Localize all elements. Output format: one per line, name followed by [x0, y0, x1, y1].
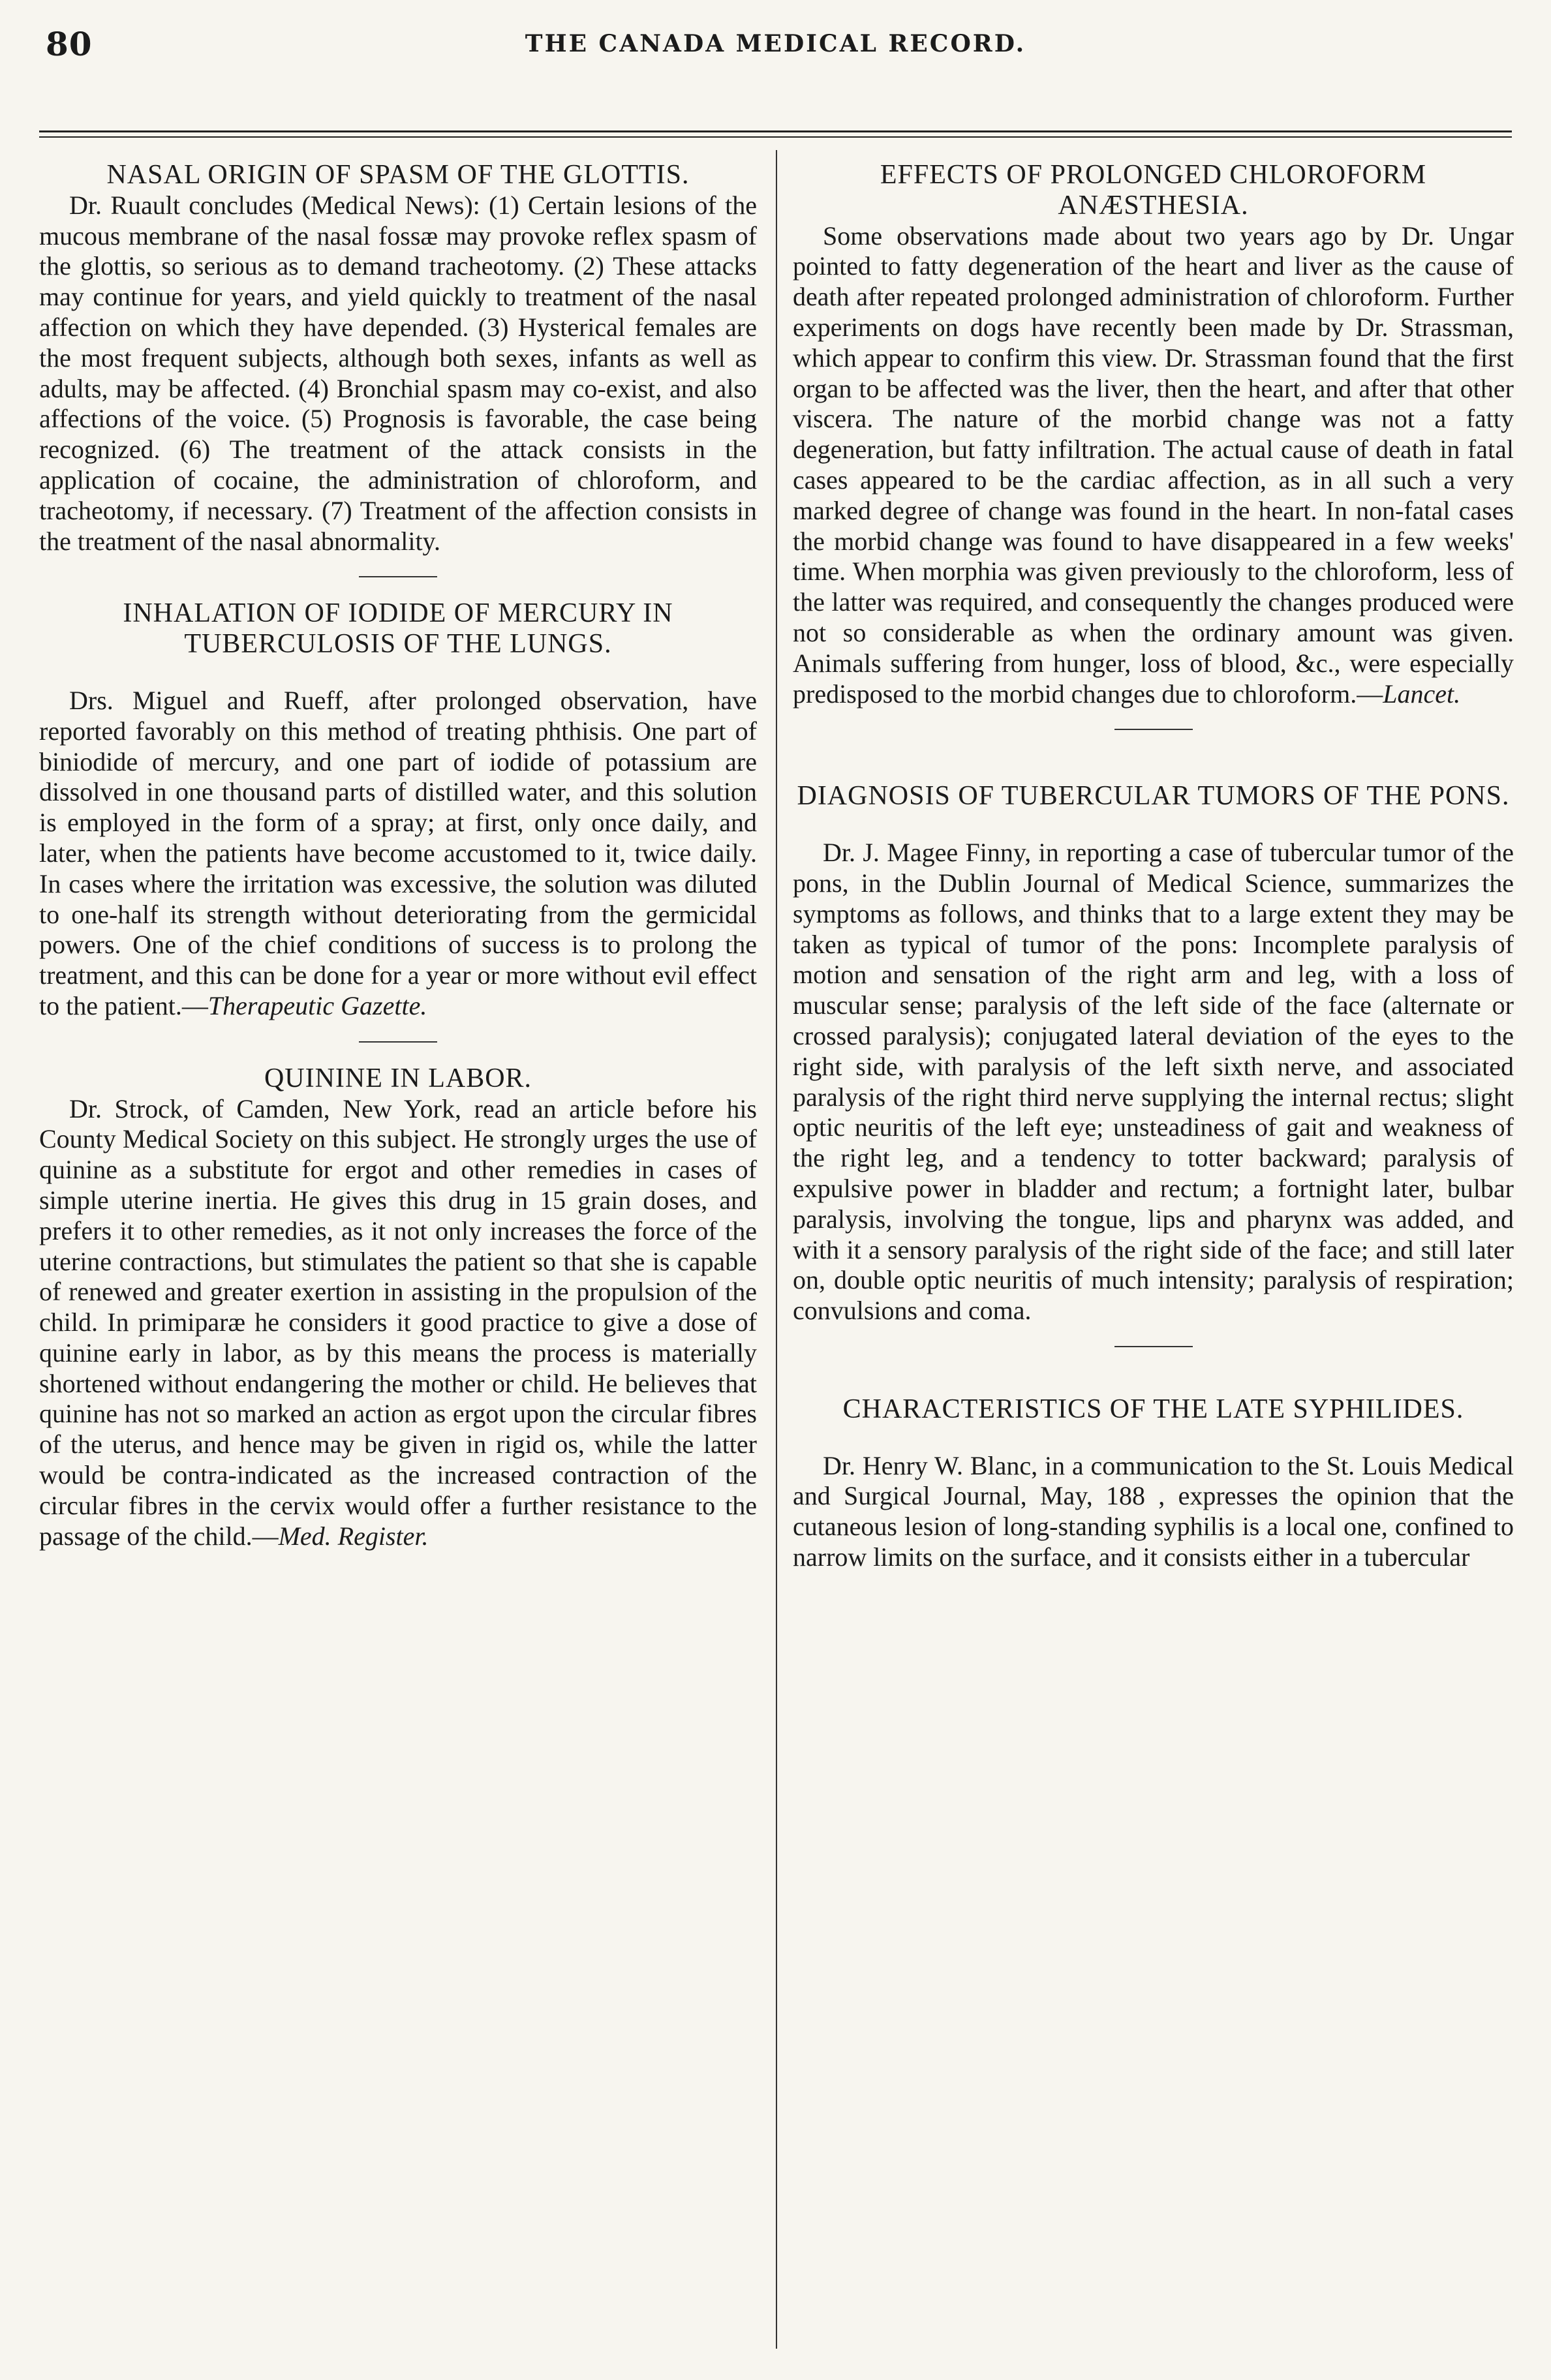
- article-body-text: Some observations made about two years ago by Dr. Ungar pointed to fatty degeneration of the heart and liver as the cause of death after repeated prolonged administration of chloroform. Further experiments on dogs have recently been made by Dr. Strassman, which appear to confirm this view. Dr. Strassman found that the first organ to be affected was the liver, then the heart, and after that other viscera. The nature of the morbid change was not a fatty degeneration, but fatty infiltration. The actual cause of death in fatal cases appeared to be the cardiac affection, as in all such a very marked degree of change was found in the heart. In non-fatal cases the morbid change was found to have disappeared in a few weeks' time. When morphia was given previously to the chloroform, less of the latter was required, and consequently the changes produced were not so considerable as when the ordinary amount was given. Animals suffering from hunger, loss of blood, &c., were especially predisposed to the morbid changes due to chloroform.—: [793, 221, 1514, 709]
- article-pons-tumor: [793, 781, 1514, 1326]
- journal-title: THE CANADA MEDICAL RECORD.: [525, 30, 1026, 57]
- article-late-syphilides: [793, 1394, 1514, 1573]
- article-separator: [359, 576, 437, 577]
- article-title: QUININE IN LABOR.: [264, 1063, 532, 1093]
- article-body: [39, 686, 757, 1022]
- article-title: NASAL ORIGIN OF SPASM OF THE GLOTTIS.: [106, 160, 690, 190]
- article-title: CHARACTERISTICS OF THE LATE SYPHILIDES.: [842, 1394, 1464, 1424]
- right-column: [793, 160, 1514, 1573]
- article-body: Dr. J. Magee Finny, in reporting a case of tubercular tumor of the pons, in the Dublin Journal of Medical Science, summarizes the symptoms as follows, and thinks that to a large extent they may be taken as typical of tumor of the pons: Incomplete paralysis of motion and sensation of the right arm and leg, with a loss of muscular sense; paralysis of the left side of the face (alternate or crossed paralysis); conjugated lateral deviation of the eyes to the right side, with paralysis of the left sixth nerve, and associated paralysis of the right third nerve supplying the internal rectus; slight optic neuritis of the left eye; unsteadiness of gait and weakness of the right leg, and a tendency to totter backward; paralysis of expulsive power in bladder and rectum; a fortnight later, bulbar paralysis, involving the tongue, lips and pharynx was added, and with it a sensory paralysis of the right side of the face; and still later on, double optic neuritis of much intensity; paralysis of respiration; convulsions and coma.: [793, 838, 1514, 1326]
- article-title: EFFECTS OF PROLONGED CHLOROFORM ANÆSTHESIA.: [880, 160, 1427, 221]
- article-separator: [1114, 1346, 1193, 1347]
- left-column: [39, 160, 757, 1551]
- article-separator: [359, 1041, 437, 1043]
- article-body: [39, 1094, 757, 1552]
- header-rule: [39, 130, 1512, 138]
- running-head: [39, 25, 1512, 97]
- article-chloroform: [793, 160, 1514, 709]
- column-divider: [776, 150, 777, 2349]
- article-iodide-mercury: [39, 598, 757, 1021]
- article-body: Dr. Ruault concludes (Medical News): (1) Certain lesions of the mucous membrane of the nasal fossæ may provoke reflex spasm of the glottis, so serious as to demand tracheotomy. (2) These attacks may continue for years, and yield quickly to treatment of the nasal affection on which they have depended. (3) Hysterical females are the most frequent subjects, although both sexes, infants as well as adults, may be affected. (4) Bronchial spasm may co-exist, and also affections of the voice. (5) Prognosis is favorable, the case being recognized. (6) The treatment of the attack consists in the application of cocaine, the administration of chloroform, and tracheotomy, if necessary. (7) Treatment of the affection consists in the treatment of the nasal abnormality.: [39, 190, 757, 556]
- article-quinine-labor: [39, 1063, 757, 1552]
- article-body: Dr. Henry W. Blanc, in a communication to the St. Louis Medical and Surgical Journal, May, 188 , expresses the opinion that the cutaneous lesion of long-standing syphilis is a local one, confined to narrow limits on the surface, and it consists either in a tubercular: [793, 1450, 1514, 1572]
- article-nasal-spasm: [39, 160, 757, 557]
- article-body-text: Dr. Strock, of Camden, New York, read an article before his County Medical Society on this subject. He strongly urges the use of quinine as a substitute for ergot and other remedies in cases of simple uterine inertia. He gives this drug in 15 grain doses, and prefers it to other remedies, as it not only increases the force of the uterine contractions, but stimulates the patient so that she is capable of renewed and greater exertion in assisting in the propulsion of the child. In primiparæ he considers it good practice to give a dose of quinine early in labor, as by this means the process is materially shortened without endangering the mother or child. He believes that quinine has not so marked an action as ergot upon the circular fibres of the uterus, and hence may be given in rigid os, while the latter would be contra-indicated as the increased contraction of the circular fibres in the cervix would offer a further resistance to the passage of the child.—: [39, 1093, 757, 1551]
- article-body: [793, 221, 1514, 710]
- article-title: INHALATION OF IODIDE OF MERCURY IN TUBERCULOSIS OF THE LUNGS.: [123, 598, 673, 660]
- article-source: Therapeutic Gazette.: [207, 990, 427, 1020]
- article-body-text: Drs. Miguel and Rueff, after prolonged observation, have reported favorably on this method of treating phthisis. One part of biniodide of mercury, and one part of iodide of potassium are dissolved in one thousand parts of distilled water, and this solution is employed in the form of a spray; at first, only once daily, and later, when the patients have become accustomed to it, twice daily. In cases where the irritation was excessive, the solution was diluted to one-half its strength without deteriorating from the germicidal powers. One of the chief conditions of success is to prolong the treatment, and this can be done for a year or more without evil effect to the patient.—: [39, 685, 757, 1020]
- article-title: DIAGNOSIS OF TUBERCULAR TUMORS OF THE PONS.: [797, 781, 1510, 812]
- article-source: Lancet.: [1383, 679, 1461, 709]
- page-number: 80: [46, 25, 93, 63]
- article-separator: [1114, 729, 1193, 730]
- article-source: Med. Register.: [278, 1521, 429, 1551]
